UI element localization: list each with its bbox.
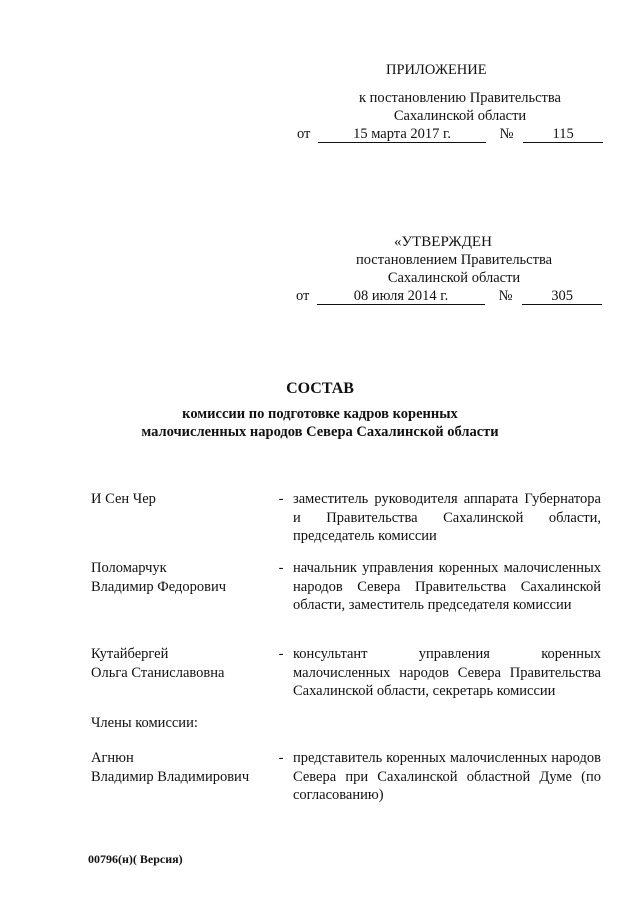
member-name-line-1: И Сен Чер	[91, 491, 156, 507]
appendix-date-line	[297, 125, 603, 143]
member-name-line-2: Владимир Владимирович	[91, 768, 250, 785]
appendix-heading: ПРИЛОЖЕНИЕ	[386, 62, 487, 78]
members-label: Члены комиссии:	[91, 715, 198, 731]
appendix-number: 115	[523, 126, 603, 143]
member-dash: -	[278, 750, 284, 766]
member-name-line-2: Владимир Федорович	[91, 578, 227, 595]
member-row	[91, 559, 603, 635]
member-row	[91, 749, 603, 809]
member-dash: -	[278, 560, 284, 576]
approved-line-2: Сахалинской области	[387, 270, 521, 286]
member-dash: -	[278, 646, 284, 662]
appendix-line-2: Сахалинской области	[393, 108, 527, 124]
member-description: консультант управления коренных малочисленных народов Севера Правительства Сахалинской области, секретарь комиссии	[293, 646, 601, 699]
document-footer-code: 00796(н)( Версия)	[88, 852, 183, 866]
approved-no-label: №	[498, 288, 513, 304]
approved-heading: «УТВЕРЖДЕН	[394, 234, 492, 250]
member-name-line-1: Агнюн	[91, 750, 134, 766]
member-dash: -	[278, 491, 284, 507]
document-title: СОСТАВ	[286, 380, 354, 397]
approved-number: 305	[522, 288, 602, 305]
member-description: начальник управления коренных малочисленных народов Севера Правительства Сахалинской области, заместитель председателя комиссии	[293, 560, 601, 613]
document-subtitle-2: малочисленных народов Севера Сахалинской области	[141, 424, 499, 440]
member-description: заместитель руководителя аппарата Губернатора и Правительства Сахалинской области, председатель комиссии	[293, 491, 601, 544]
appendix-date: 15 марта 2017 г.	[318, 126, 486, 143]
appendix-line-1: к постановлению Правительства	[359, 90, 561, 106]
appendix-no-label: №	[499, 126, 514, 142]
document-subtitle-1: комиссии по подготовке кадров коренных	[182, 406, 458, 422]
member-name-line-2: Ольга Станиславовна	[91, 664, 225, 681]
approved-date-line	[296, 287, 602, 305]
member-row	[91, 490, 603, 550]
member-description: представитель коренных малочисленных народов Севера при Сахалинской областной Думе (по согласованию)	[293, 750, 601, 803]
member-name-line-1: Поломарчук	[91, 560, 167, 576]
member-row	[91, 645, 603, 705]
appendix-from-label: от	[297, 126, 311, 142]
member-name-line-1: Кутайбергей	[91, 646, 169, 662]
approved-from-label: от	[296, 288, 310, 304]
approved-date: 08 июля 2014 г.	[317, 288, 485, 305]
approved-line-1: постановлением Правительства	[355, 252, 553, 268]
